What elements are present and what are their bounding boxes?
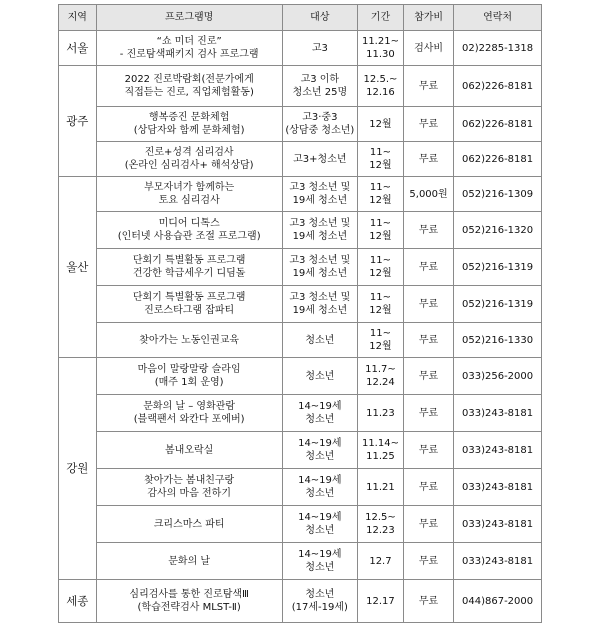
contact-cell: 033)243-8181: [454, 506, 542, 543]
contact-cell: 052)216-1319: [454, 286, 542, 323]
table-row: [59, 142, 542, 177]
fee-cell: 무료: [403, 66, 453, 107]
program-cell: 문화의 날: [96, 543, 282, 580]
contact-cell: 062)226-8181: [454, 142, 542, 177]
fee-cell: 무료: [403, 358, 453, 395]
fee-cell: 무료: [403, 107, 453, 142]
target-cell: 고3 청소년 및 19세 청소년: [282, 177, 357, 212]
region-cell: 세종: [59, 580, 97, 623]
target-cell: 14~19세 청소년: [282, 543, 357, 580]
table-row: [59, 543, 542, 580]
contact-cell: 052)216-1320: [454, 212, 542, 249]
program-cell: 진로+성격 심리검사 (온라인 심리검사+ 해석상담): [96, 142, 282, 177]
fee-cell: 무료: [403, 212, 453, 249]
contact-cell: 044)867-2000: [454, 580, 542, 623]
target-cell: 고3 청소년 및 19세 청소년: [282, 249, 357, 286]
program-cell: 단회기 특별활동 프로그램 진로스타그램 잡파티: [96, 286, 282, 323]
target-cell: 고3 이하 청소년 25명: [282, 66, 357, 107]
fee-cell: 무료: [403, 323, 453, 358]
contact-cell: 052)216-1309: [454, 177, 542, 212]
program-cell: 크리스마스 파티: [96, 506, 282, 543]
table-row: [59, 107, 542, 142]
program-cell: 행복증진 문화체험 (상담자와 함께 문화체험): [96, 107, 282, 142]
fee-cell: 무료: [403, 142, 453, 177]
fee-cell: 5,000원: [403, 177, 453, 212]
period-cell: 11~ 12월: [357, 142, 403, 177]
fee-cell: 무료: [403, 395, 453, 432]
period-cell: 12.5.~ 12.16: [357, 66, 403, 107]
table-row: [59, 286, 542, 323]
program-cell: 찾아가는 노동인권교육: [96, 323, 282, 358]
fee-cell: 무료: [403, 249, 453, 286]
target-cell: 고3+청소년: [282, 142, 357, 177]
header-target: 대상: [282, 5, 357, 31]
program-cell: 봄내오락실: [96, 432, 282, 469]
fee-cell: 무료: [403, 543, 453, 580]
header-period: 기간: [357, 5, 403, 31]
header-fee: 참가비: [403, 5, 453, 31]
program-cell: 단회기 특별활동 프로그램 건강한 학급세우기 디딤돌: [96, 249, 282, 286]
table-row: [59, 323, 542, 358]
region-cell: 서울: [59, 31, 97, 66]
fee-cell: 무료: [403, 580, 453, 623]
fee-cell: 무료: [403, 286, 453, 323]
contact-cell: 033)243-8181: [454, 432, 542, 469]
table-row: [59, 66, 542, 107]
fee-cell: 무료: [403, 469, 453, 506]
contact-cell: 052)216-1330: [454, 323, 542, 358]
program-cell: 심리검사를 통한 진로탐색Ⅲ (학습전략검사 MLST-Ⅱ): [96, 580, 282, 623]
program-cell: 2022 진로박람회(전문가에게 직접듣는 진로, 직업체험활동): [96, 66, 282, 107]
program-cell: 부모자녀가 함께하는 토요 심리검사: [96, 177, 282, 212]
program-table: [58, 4, 542, 623]
table-row: [59, 432, 542, 469]
period-cell: 11~ 12월: [357, 323, 403, 358]
period-cell: 12.17: [357, 580, 403, 623]
table-row: [59, 580, 542, 623]
contact-cell: 033)243-8181: [454, 543, 542, 580]
target-cell: 청소년: [282, 323, 357, 358]
target-cell: 14~19세 청소년: [282, 506, 357, 543]
region-cell: 강원: [59, 358, 97, 580]
program-cell: 미디어 디톡스 (인터넷 사용습관 조절 프로그램): [96, 212, 282, 249]
contact-cell: 033)256-2000: [454, 358, 542, 395]
period-cell: 12.5~ 12.23: [357, 506, 403, 543]
contact-cell: 02)2285-1318: [454, 31, 542, 66]
header-row: [59, 5, 542, 31]
region-cell: 울산: [59, 177, 97, 358]
header-program: 프로그램명: [96, 5, 282, 31]
target-cell: 고3·중3 (상담중 청소년): [282, 107, 357, 142]
period-cell: 11.14~ 11.25: [357, 432, 403, 469]
header-region: 지역: [59, 5, 97, 31]
target-cell: 14~19세 청소년: [282, 395, 357, 432]
period-cell: 11.7~ 12.24: [357, 358, 403, 395]
target-cell: 고3: [282, 31, 357, 66]
fee-cell: 무료: [403, 506, 453, 543]
contact-cell: 033)243-8181: [454, 395, 542, 432]
target-cell: 고3 청소년 및 19세 청소년: [282, 286, 357, 323]
period-cell: 12.7: [357, 543, 403, 580]
table-row: [59, 469, 542, 506]
period-cell: 11.21~ 11.30: [357, 31, 403, 66]
program-cell: 마음이 말랑말랑 슬라임 (매주 1회 운영): [96, 358, 282, 395]
table-row: [59, 249, 542, 286]
header-contact: 연락처: [454, 5, 542, 31]
table-row: [59, 31, 542, 66]
contact-cell: 062)226-8181: [454, 66, 542, 107]
table-row: [59, 506, 542, 543]
target-cell: 청소년 (17세-19세): [282, 580, 357, 623]
program-cell: “쇼 미더 진로” - 진로탐색패키지 검사 프로그램: [96, 31, 282, 66]
target-cell: 14~19세 청소년: [282, 469, 357, 506]
period-cell: 11~ 12월: [357, 177, 403, 212]
fee-cell: 무료: [403, 432, 453, 469]
program-cell: 문화의 날 – 영화관람 (블랙팬서 와칸다 포에버): [96, 395, 282, 432]
period-cell: 11.23: [357, 395, 403, 432]
table-row: [59, 358, 542, 395]
contact-cell: 062)226-8181: [454, 107, 542, 142]
contact-cell: 052)216-1319: [454, 249, 542, 286]
region-cell: 광주: [59, 66, 97, 177]
contact-cell: 033)243-8181: [454, 469, 542, 506]
target-cell: 청소년: [282, 358, 357, 395]
target-cell: 14~19세 청소년: [282, 432, 357, 469]
table-row: [59, 212, 542, 249]
fee-cell: 검사비: [403, 31, 453, 66]
period-cell: 11~ 12월: [357, 249, 403, 286]
table-row: [59, 177, 542, 212]
period-cell: 11~ 12월: [357, 286, 403, 323]
program-cell: 찾아가는 봄내친구랑 감사의 마음 전하기: [96, 469, 282, 506]
period-cell: 11~ 12월: [357, 212, 403, 249]
target-cell: 고3 청소년 및 19세 청소년: [282, 212, 357, 249]
period-cell: 12월: [357, 107, 403, 142]
period-cell: 11.21: [357, 469, 403, 506]
table-row: [59, 395, 542, 432]
